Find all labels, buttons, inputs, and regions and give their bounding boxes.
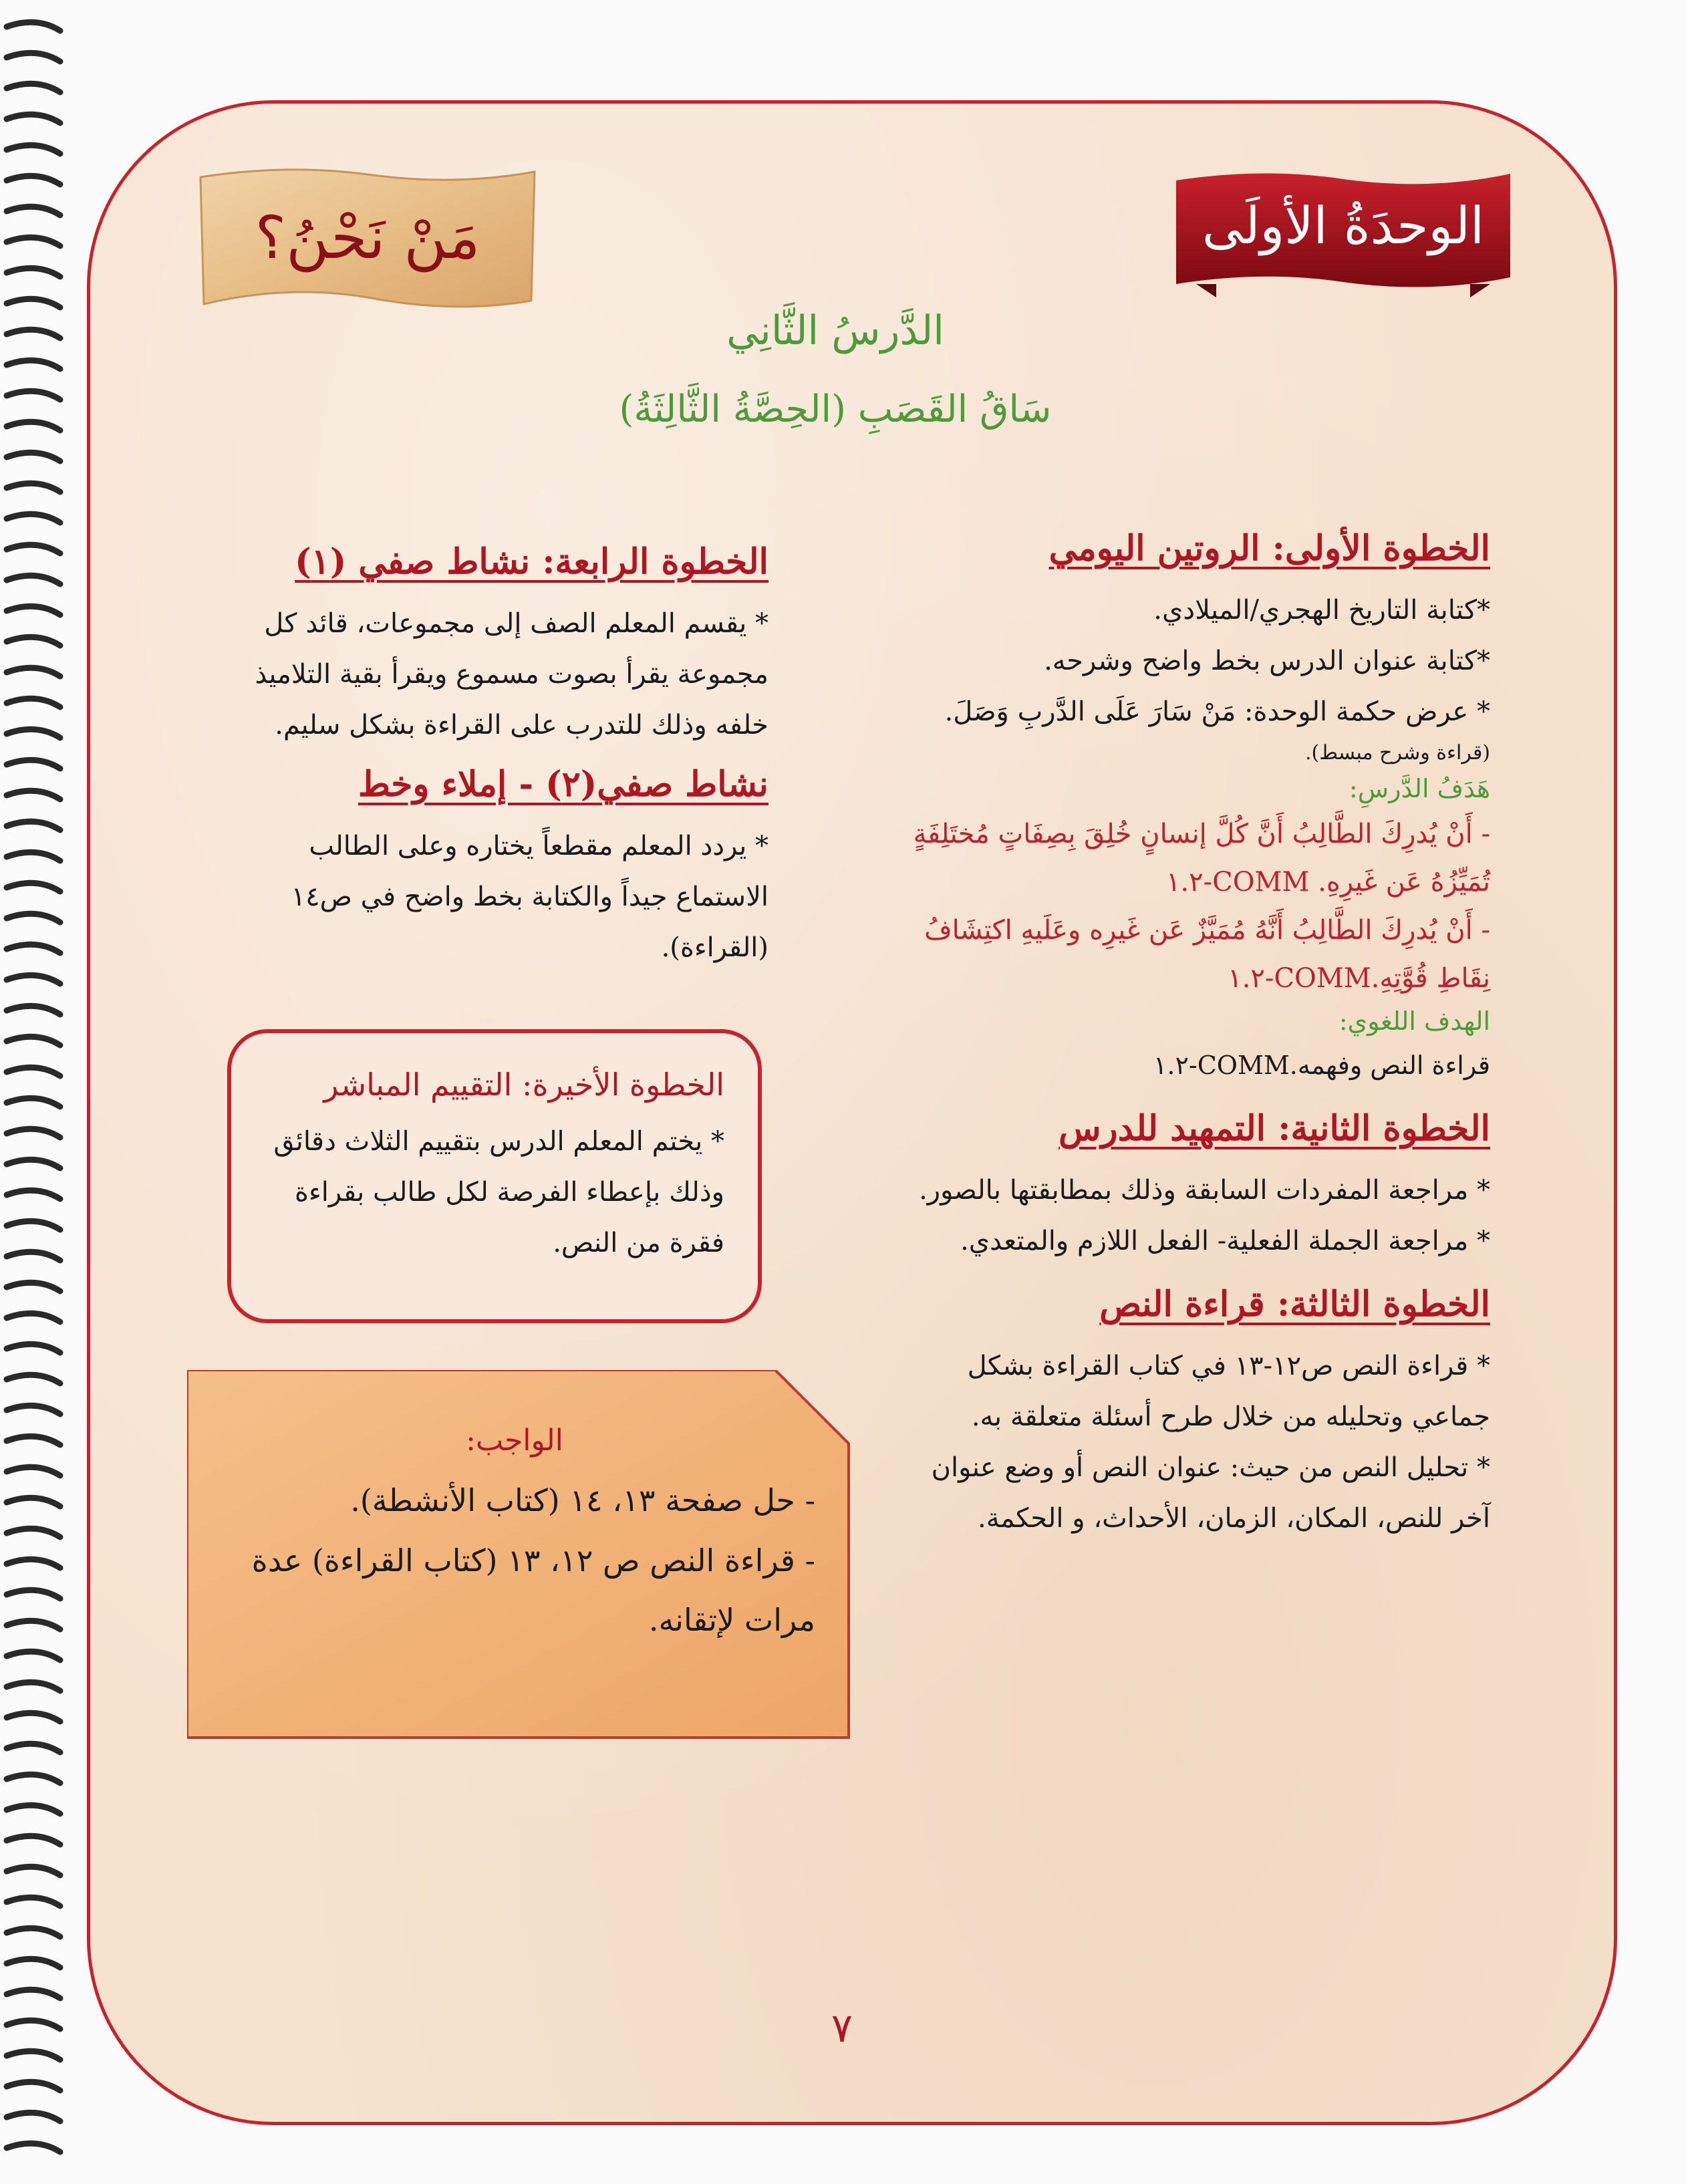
- spiral-coil: [7, 545, 60, 553]
- spiral-coil: [7, 237, 60, 246]
- homework-box: [187, 1370, 855, 1744]
- spiral-coil: [7, 729, 60, 738]
- step1-item-3: * عرض حكمة الوحدة: مَنْ سَارَ عَلَى الدَّربِ وَصَلَ.: [944, 696, 1490, 727]
- spiral-coil: [7, 575, 60, 584]
- spiral-coil: [7, 391, 60, 400]
- spiral-coil: [7, 1498, 60, 1506]
- left-column: [214, 541, 768, 973]
- activity2-text: * يردد المعلم مقطعاً يختاره وعلى الطالب الاستماع جيداً والكتابة بخط واضح في ص١٤ (القراءة).: [291, 831, 768, 963]
- spiral-coil: [7, 53, 60, 61]
- spiral-coil: [7, 760, 60, 769]
- spiral-coil: [7, 1559, 60, 1568]
- spiral-coil: [7, 1006, 60, 1014]
- spiral-coil: [7, 22, 60, 31]
- spiral-coil: [7, 268, 60, 277]
- spiral-coil: [7, 1436, 60, 1445]
- theme-title: مَنْ نَحْنُ؟: [255, 202, 480, 272]
- step2-item-2: * مراجعة الجملة الفعلية- الفعل اللازم والمتعدي.: [960, 1226, 1490, 1257]
- spiral-coil: [7, 2112, 60, 2121]
- spiral-coil: [7, 1344, 60, 1353]
- spiral-coil: [7, 84, 60, 92]
- final-assessment-text: * يختم المعلم الدرس بتقييم الثلاث دقائق وذلك بإعطاء الفرصة لكل طالب بقراءة فقرة من النص.: [273, 1126, 724, 1258]
- spiral-coil: [7, 2020, 60, 2029]
- page-number: ٧: [831, 2005, 853, 2052]
- spiral-coil: [7, 2082, 60, 2090]
- spiral-coil: [7, 1836, 60, 1845]
- step3-heading: الخطوة الثالثة: قراءة النص: [1099, 1284, 1490, 1325]
- spiral-coil: [7, 1867, 60, 1875]
- unit-title: الوحدَةُ الأولَى: [1202, 196, 1485, 255]
- spiral-coil: [7, 668, 60, 676]
- spiral-coil: [7, 1067, 60, 1076]
- spiral-coil: [7, 1590, 60, 1599]
- spiral-coil: [7, 1990, 60, 1998]
- lesson-goal-2: - أَنْ يُدرِكَ الطَّالِبُ أَنَّهُ مُمَيَّزٌ عَن غَيرِه وعَلَيهِ اكتِشَافُ نِقَاطِ قُوَّتِهِ.COMM-١.٢: [924, 915, 1490, 994]
- spiral-coil: [7, 1682, 60, 1691]
- spiral-coil: [7, 1774, 60, 1783]
- spiral-coil: [7, 821, 60, 830]
- spiral-coil: [7, 1129, 60, 1137]
- unit-banner: [1176, 167, 1524, 297]
- homework-line-2: - قراءة النص ص ١٢، ١٣ (كتاب القراءة) عدة مرات لإتقانه.: [251, 1542, 815, 1639]
- homework-line-1: - حل صفحة ١٣، ١٤ (كتاب الأنشطة).: [350, 1482, 815, 1518]
- spiral-coil: [7, 791, 60, 799]
- step2-item-1: * مراجعة المفردات السابقة وذلك بمطابقتها بالصور.: [919, 1175, 1490, 1206]
- spiral-coil: [7, 1805, 60, 1814]
- lesson-goal-1: - أَنْ يُدرِكَ الطَّالِبُ أَنَّ كُلَّ إنسانٍ خُلِقَ بِصِفَاتٍ مُختَلِفَةٍ تُمَيِّزُهُ عَن غَيرِهِ. COMM-١.٢: [913, 819, 1490, 898]
- spiral-coil: [7, 1528, 60, 1537]
- lesson-goal-label: هَدَفُ الدَّرسِ:: [1349, 774, 1490, 803]
- spiral-coil: [7, 1405, 60, 1414]
- spiral-coil: [7, 1190, 60, 1199]
- step1-item-1: *كتابة التاريخ الهجري/الميلادي.: [1153, 595, 1490, 626]
- spiral-coil: [7, 1098, 60, 1107]
- spiral-binding: [0, 0, 74, 2184]
- step3-item-1: * قراءة النص ص١٢-١٣ في كتاب القراءة بشكل جماعي وتحليله من خلال طرح أسئلة متعلقة به.: [967, 1351, 1490, 1433]
- spiral-coil: [7, 360, 60, 369]
- spiral-coil: [7, 514, 60, 523]
- spiral-coil: [7, 1159, 60, 1168]
- spiral-coil: [7, 1252, 60, 1260]
- spiral-coil: [7, 176, 60, 184]
- spiral-coil: [7, 207, 60, 215]
- spiral-coil: [7, 1282, 60, 1291]
- final-assessment-box: [227, 1029, 762, 1323]
- spiral-coil: [7, 1375, 60, 1383]
- lesson-number: الدَّرسُ الثَّانِي: [726, 307, 944, 354]
- spiral-coil: [7, 422, 60, 430]
- step4-text: * يقسم المعلم الصف إلى مجموعات، قائد كل مجموعة يقرأ بصوت مسموع ويقرأ بقية التلاميذ خلفه وذلك للتدرب على القراءة بشكل سليم.: [255, 608, 768, 740]
- spiral-coil: [7, 1467, 60, 1476]
- spiral-coil: [7, 329, 60, 338]
- spiral-coil: [7, 483, 60, 492]
- spiral-coil: [7, 1621, 60, 1629]
- spiral-coil: [7, 1713, 60, 1722]
- homework-label: الواجب:: [466, 1423, 563, 1458]
- spiral-coil: [7, 1221, 60, 1230]
- spiral-coil: [7, 299, 60, 307]
- spiral-coil: [7, 852, 60, 861]
- spiral-coil: [7, 975, 60, 984]
- spiral-coil: [7, 883, 60, 892]
- spiral-coil: [7, 1959, 60, 1967]
- spiral-coil: [7, 698, 60, 707]
- step2-heading: الخطوة الثانية: التمهيد للدرس: [1059, 1108, 1490, 1149]
- spiral-coil: [7, 1037, 60, 1045]
- final-assessment-heading: الخطوة الأخيرة: التقييم المباشر: [323, 1067, 724, 1103]
- step1-item-2: *كتابة عنوان الدرس بخط واضح وشرحه.: [1044, 646, 1490, 676]
- spiral-coil: [7, 1928, 60, 1937]
- language-goal: قراءة النص وفهمه.COMM-١.٢: [1153, 1051, 1490, 1080]
- spiral-coil: [7, 114, 60, 123]
- spiral-coil: [7, 2051, 60, 2060]
- spiral-coil: [7, 145, 60, 154]
- activity2-heading: نشاط صفي(٢) - إملاء وخط: [358, 764, 768, 805]
- spiral-coil: [7, 606, 60, 615]
- right-column: [889, 528, 1490, 1544]
- spiral-coil: [7, 452, 60, 461]
- spiral-coil: [7, 944, 60, 953]
- step4-heading: الخطوة الرابعة: نشاط صفي (١): [295, 541, 768, 582]
- spiral-coil: [7, 637, 60, 646]
- spiral-coil: [7, 1313, 60, 1322]
- step1-heading: الخطوة الأولى: الروتين اليومي: [1048, 528, 1490, 569]
- spiral-coil: [7, 1897, 60, 1906]
- step1-note: (قراءة وشرح مبسط).: [1305, 741, 1490, 765]
- spiral-coil: [7, 1744, 60, 1752]
- lesson-title: سَاقُ القَصَبِ (الحِصَّةُ الثَّالِثَةُ): [619, 388, 1052, 431]
- spiral-coil: [7, 914, 60, 922]
- theme-scroll: [194, 164, 541, 311]
- spiral-coil: [7, 1651, 60, 1660]
- language-goal-label: الهدف اللغوي:: [1339, 1006, 1490, 1036]
- step3-item-2: * تحليل النص من حيث: عنوان النص أو وضع عنوان آخر للنص، المكان، الزمان، الأحداث، و الحكمة.: [931, 1452, 1490, 1534]
- spiral-coil: [7, 2143, 60, 2152]
